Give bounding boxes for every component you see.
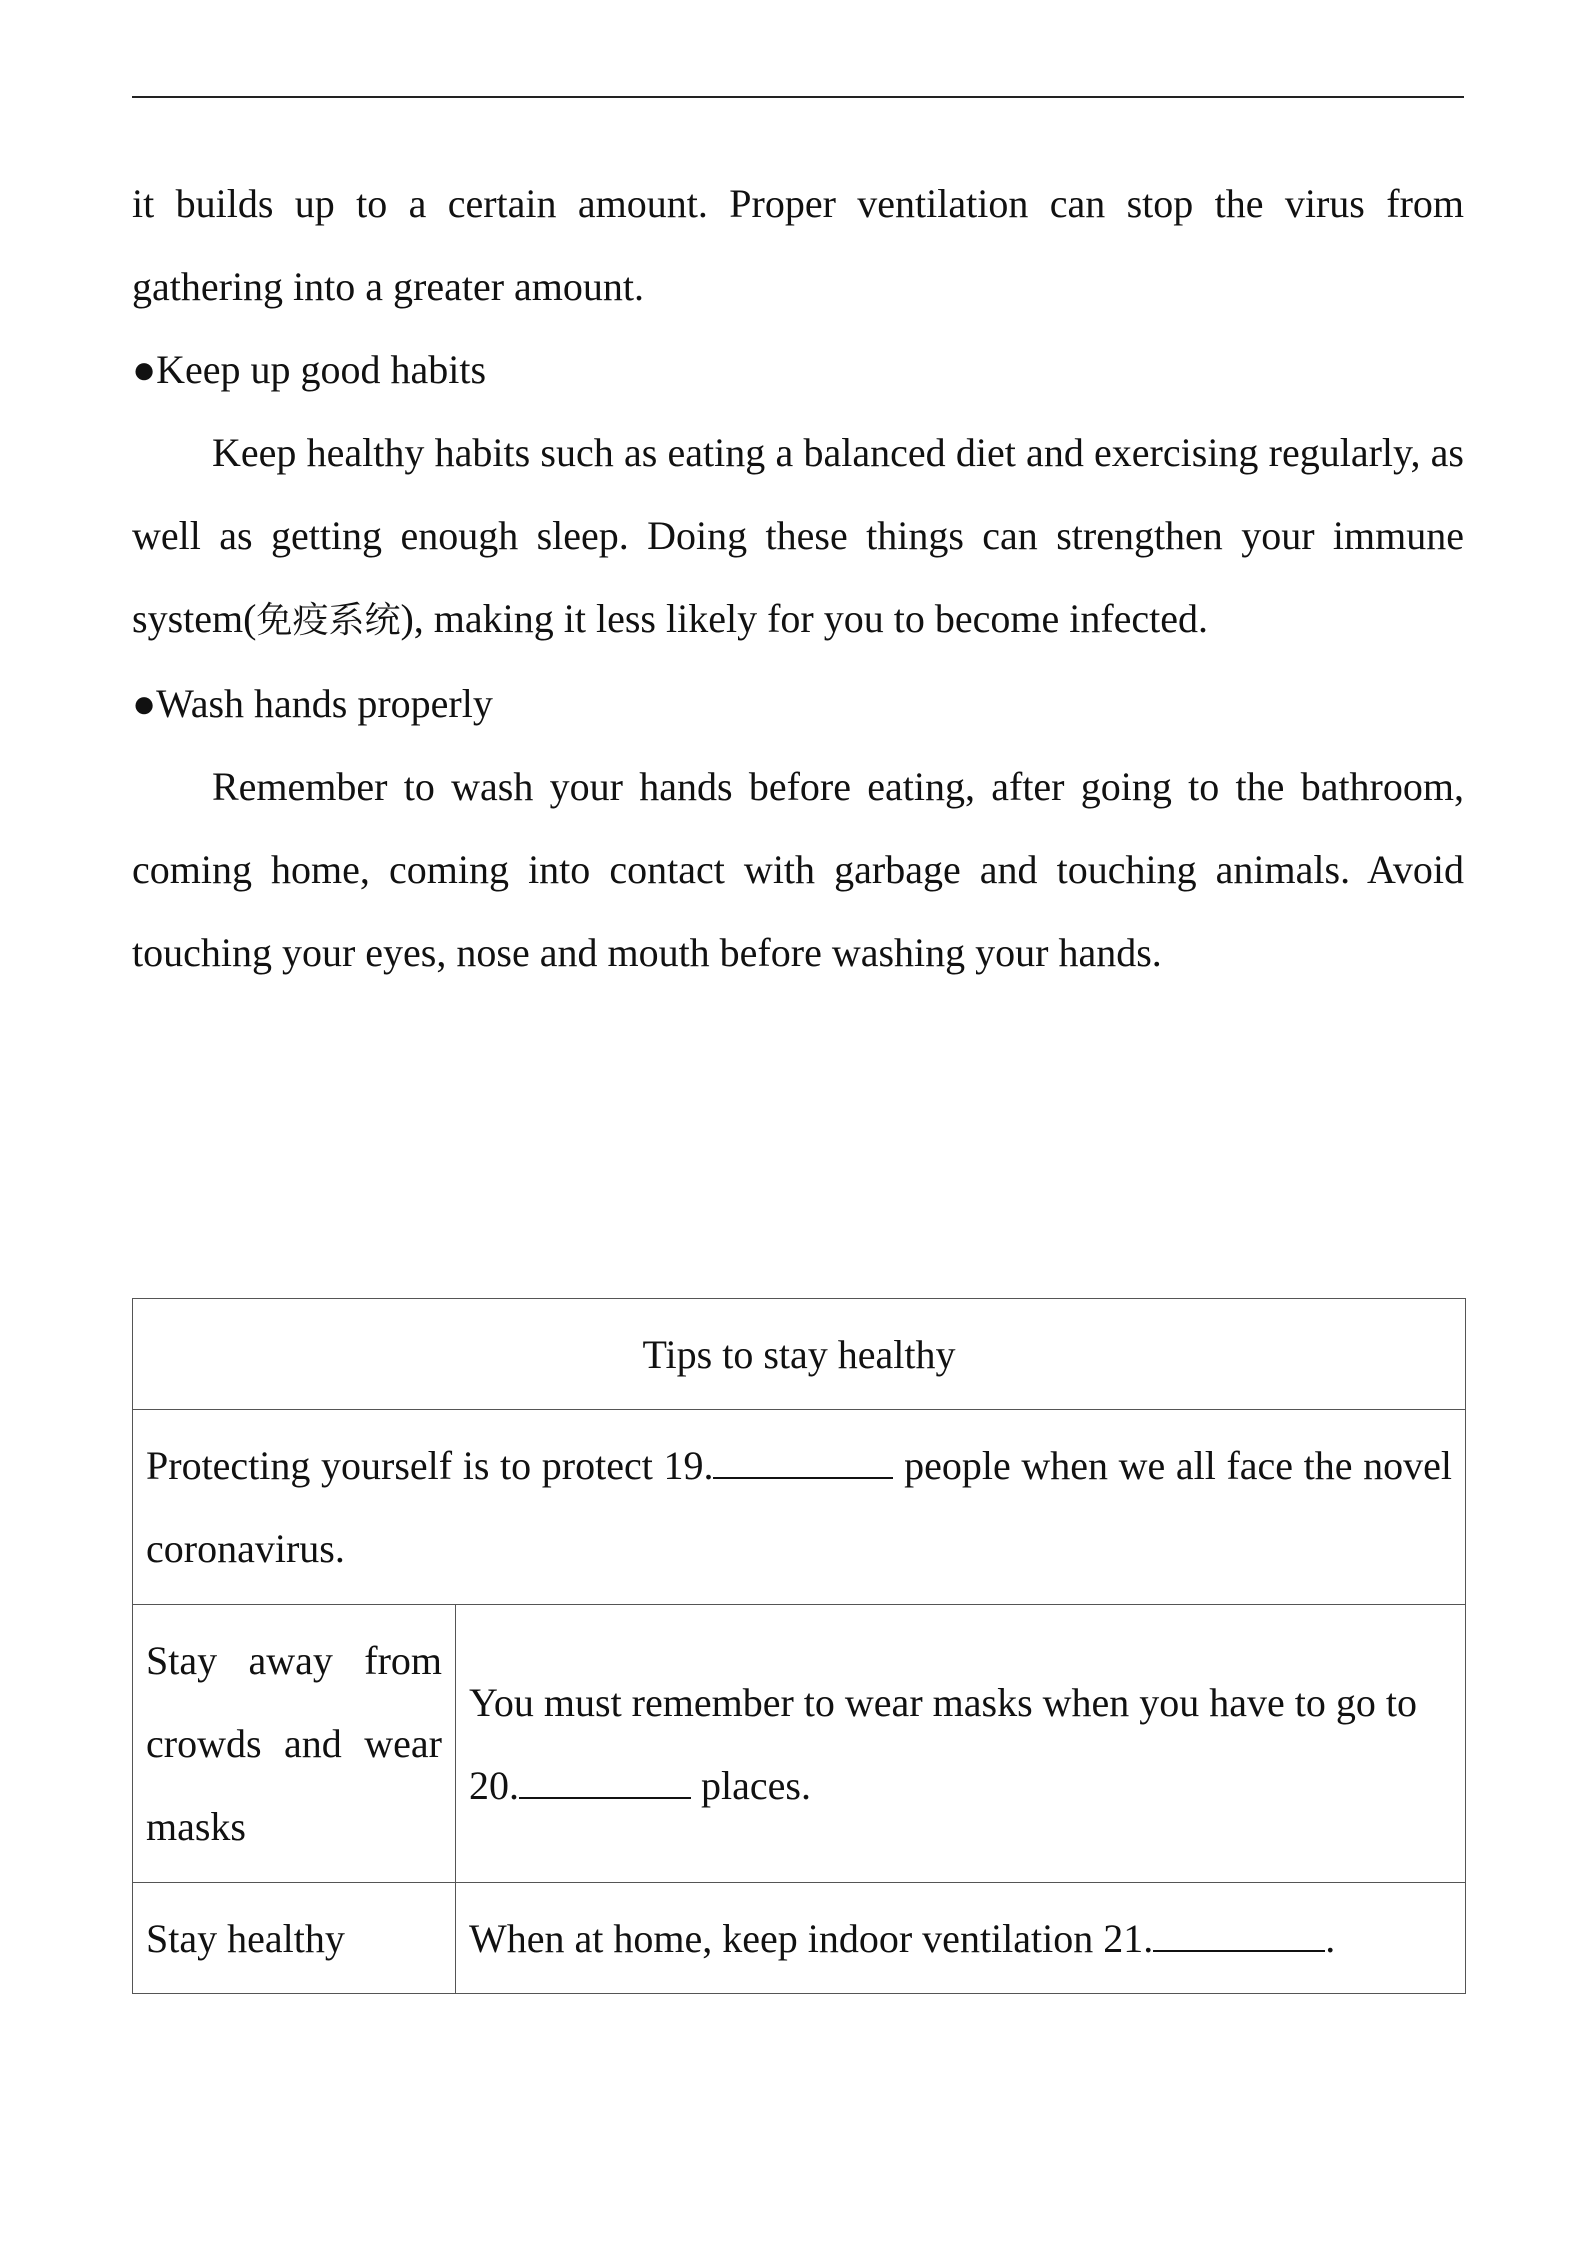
heading-good-habits: ●Keep up good habits [132, 347, 487, 392]
passage [132, 162, 1464, 994]
healthy-text-2: . [1325, 1915, 1336, 1961]
paragraph-wash-hands: Remember to wash your hands before eating, after going to the bathroom, coming home, coming into contact with garbage and touching animals. Avoid touching your eyes, nose and mouth before washing your hands. [132, 764, 1464, 975]
table-intro [133, 1410, 1466, 1605]
passage-continuation: it builds up to a certain amount. Proper ventilation can stop the virus from gathering into a greater amount. [132, 181, 1464, 309]
intro-text-1: Protecting yourself is to protect 19. [146, 1443, 714, 1488]
row-label-crowds [133, 1605, 456, 1883]
table-intro-row [133, 1410, 1466, 1605]
paragraph-good-habits [132, 411, 1464, 662]
table-row [133, 1605, 1466, 1883]
table-row [133, 1883, 1466, 1994]
answer-blank-19[interactable] [713, 1443, 893, 1479]
table-title-row [133, 1299, 1466, 1410]
header-rule [132, 96, 1464, 98]
crowds-text-1: You must remember to wear masks when you have to go to 20. [469, 1679, 1418, 1808]
intro-text-2: people when we all face the novel coronavirus. [146, 1443, 1452, 1571]
answer-blank-21[interactable] [1153, 1916, 1325, 1952]
crowds-text-2: places. [691, 1762, 811, 1808]
label-crowds-text: Stay away from crowds and wear masks [146, 1638, 442, 1849]
habits-text-2: ), making it less likely for you to become infected. [400, 596, 1209, 641]
tips-table [132, 1298, 1466, 1994]
answer-blank-20[interactable] [519, 1763, 691, 1799]
healthy-text-1: When at home, keep indoor ventilation 21. [469, 1915, 1154, 1961]
habits-text-1: Keep healthy habits such as eating a balanced diet and exercising regularly, as well as getting enough sleep. Doing these things can strengthen your immune system( [132, 430, 1464, 641]
table-title: Tips to stay healthy [133, 1299, 1466, 1410]
immune-system-cn: 免疫系统 [256, 600, 401, 641]
heading-wash-hands: ●Wash hands properly [132, 681, 493, 726]
row-label-healthy: Stay healthy [133, 1883, 456, 1994]
row-content-healthy [456, 1883, 1466, 1994]
row-content-crowds [456, 1605, 1466, 1883]
